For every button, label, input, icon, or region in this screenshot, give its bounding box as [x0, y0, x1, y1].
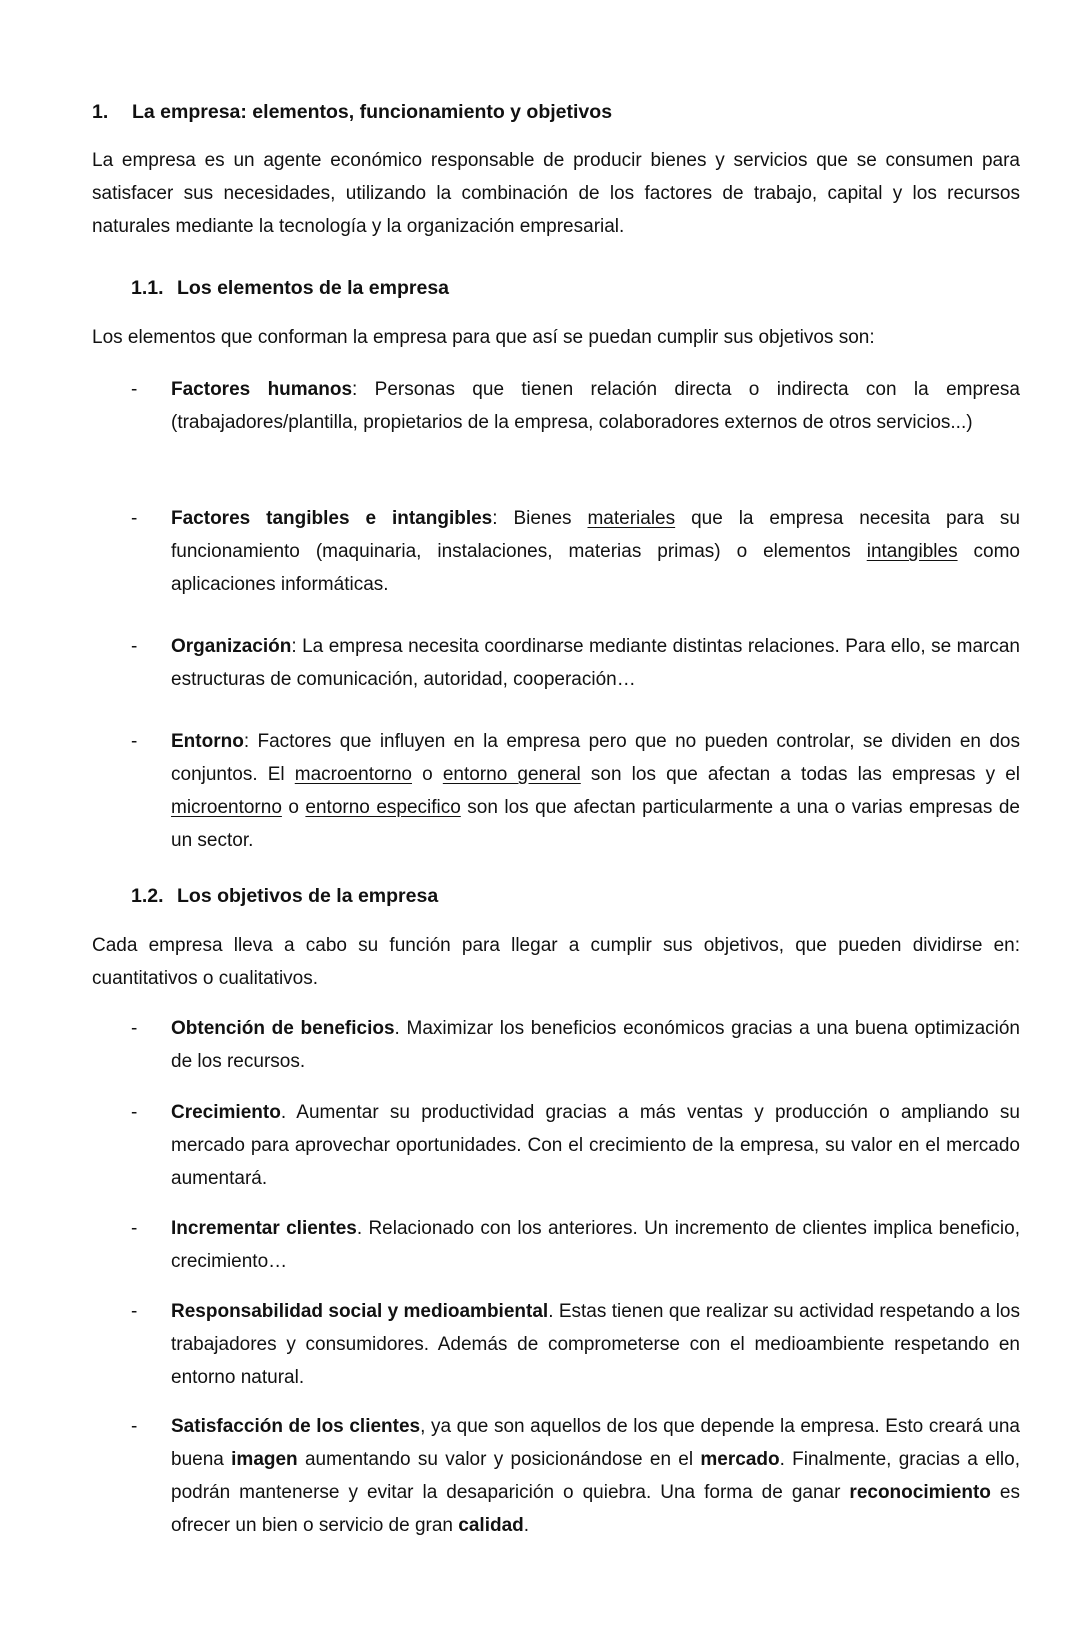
section-1-1-heading	[131, 272, 1031, 305]
list-item-satisfaccion	[131, 1410, 1020, 1542]
list-item-body	[171, 1295, 1020, 1394]
section-number: 1.1.	[131, 277, 164, 299]
bullet-dash: -	[131, 1416, 138, 1437]
item-term: Factores tangibles e intangibles	[171, 508, 493, 529]
section-number: 1.	[92, 101, 109, 123]
item-text: como aplicaciones informáticas.	[171, 541, 1020, 595]
underlined-term: materiales	[587, 508, 676, 529]
list-item-body	[171, 1012, 1020, 1078]
item-text: es ofrecer un bien o servicio de gran	[171, 1482, 1020, 1536]
bold-term: mercado	[700, 1449, 780, 1470]
item-text: : Bienes	[492, 508, 588, 529]
item-text: son los que afectan a todas las empresas y el	[580, 764, 1021, 785]
underlined-term: macroentorno	[294, 764, 412, 785]
bullet-dash: -	[131, 731, 138, 752]
section-title: Los objetivos de la empresa	[177, 885, 439, 907]
bold-term: imagen	[231, 1449, 298, 1470]
section-number: 1.2.	[131, 885, 164, 907]
list-item-body	[171, 1096, 1020, 1195]
bullet-dash: -	[131, 1102, 138, 1123]
item-text: . Relacionado con los anteriores. Un incremento de clientes implica beneficio, crecimiento…	[171, 1218, 1020, 1272]
bullet-dash: -	[131, 1018, 138, 1039]
list-item-body	[171, 502, 1020, 601]
underlined-term: entorno general	[442, 764, 581, 785]
item-text: , ya que son aquellos de los que depende la empresa. Esto creará una buena	[171, 1416, 1020, 1470]
item-text: que la empresa necesita para su funcionamiento (maquinaria, instalaciones, materias primas) o elementos	[171, 508, 1020, 562]
underlined-term: entorno especifico	[305, 797, 461, 818]
bold-term: calidad	[458, 1515, 524, 1536]
bullet-dash: -	[131, 508, 138, 529]
list-item-organizacion	[131, 630, 1020, 696]
section-1-1-intro: Los elementos que conforman la empresa para que así se puedan cumplir sus objetivos son:	[92, 327, 875, 348]
item-term: Factores humanos	[171, 379, 353, 400]
section-1-2-intro: Cada empresa lleva a cabo su función para llegar a cumplir sus objetivos, que pueden dividirse en: cuantitativos o cualitativos.	[92, 935, 1020, 989]
bullet-dash: -	[131, 1218, 138, 1239]
item-term: Responsabilidad social y medioambiental	[171, 1301, 549, 1322]
list-item-body	[171, 725, 1020, 857]
item-text: : Factores que influyen en la empresa pero que no pueden controlar, se dividen en dos conjuntos. El	[171, 731, 1020, 785]
item-term: Crecimiento	[171, 1102, 281, 1123]
item-term: Entorno	[171, 731, 244, 752]
list-item-body	[171, 373, 1020, 439]
item-text: o	[281, 797, 306, 818]
list-item-body	[171, 630, 1020, 696]
section-1-2-heading	[131, 880, 1031, 913]
list-item-factores-humanos	[131, 373, 1020, 439]
bold-term: reconocimiento	[849, 1482, 991, 1503]
section-title: Los elementos de la empresa	[177, 277, 450, 299]
list-item-factores-tangibles	[131, 502, 1020, 601]
item-text: . Maximizar los beneficios económicos gracias a una buena optimización de los recursos.	[171, 1018, 1020, 1072]
list-item-responsabilidad	[131, 1295, 1020, 1394]
item-text: son los que afectan particularmente a una o varias empresas de un sector.	[171, 797, 1020, 851]
bullet-dash: -	[131, 636, 138, 657]
section-1-heading	[92, 96, 1032, 129]
section-1-intro: La empresa es un agente económico responsable de producir bienes y servicios que se consumen para satisfacer sus necesidades, utilizando la combinación de los factores de trabajo, capital y los recursos naturales mediante la tecnología y la organización empresarial.	[92, 150, 1020, 237]
list-item-beneficios	[131, 1012, 1020, 1078]
item-term: Organización	[171, 636, 292, 657]
section-title: La empresa: elementos, funcionamiento y objetivos	[132, 101, 613, 123]
list-item-entorno	[131, 725, 1020, 857]
list-item-crecimiento	[131, 1096, 1020, 1195]
item-text: : La empresa necesita coordinarse mediante distintas relaciones. Para ello, se marcan estructuras de comunicación, autoridad, cooperación…	[171, 636, 1020, 690]
underlined-term: microentorno	[171, 797, 282, 818]
bullet-dash: -	[131, 379, 138, 400]
list-item-incrementar-clientes	[131, 1212, 1020, 1278]
item-text: . Finalmente, gracias a ello, podrán mantenerse y evitar la desaparición o quiebra. Una forma de ganar	[171, 1449, 1020, 1503]
list-item-body	[171, 1410, 1020, 1542]
item-term: Obtención de beneficios	[171, 1018, 395, 1039]
item-text: .	[523, 1515, 530, 1536]
item-text: . Aumentar su productividad gracias a más ventas y producción o ampliando su mercado para aprovechar oportunidades. Con el crecimiento de la empresa, su valor en el mercado aumentará.	[171, 1102, 1020, 1189]
item-term: Satisfacción de los clientes	[171, 1416, 421, 1437]
item-text: o	[412, 764, 443, 785]
underlined-term: intangibles	[866, 541, 958, 562]
item-text: . Estas tienen que realizar su actividad respetando a los trabajadores y consumidores. Además de comprometerse con el medioambiente respetando en entorno natural.	[171, 1301, 1020, 1388]
bullet-dash: -	[131, 1301, 138, 1322]
item-text: aumentando su valor y posicionándose en el	[297, 1449, 701, 1470]
item-text: : Personas que tienen relación directa o indirecta con la empresa (trabajadores/plantilla, propietarios de la empresa, colaboradores externos de otros servicios...)	[171, 379, 1020, 433]
list-item-body	[171, 1212, 1020, 1278]
item-term: Incrementar clientes	[171, 1218, 357, 1239]
